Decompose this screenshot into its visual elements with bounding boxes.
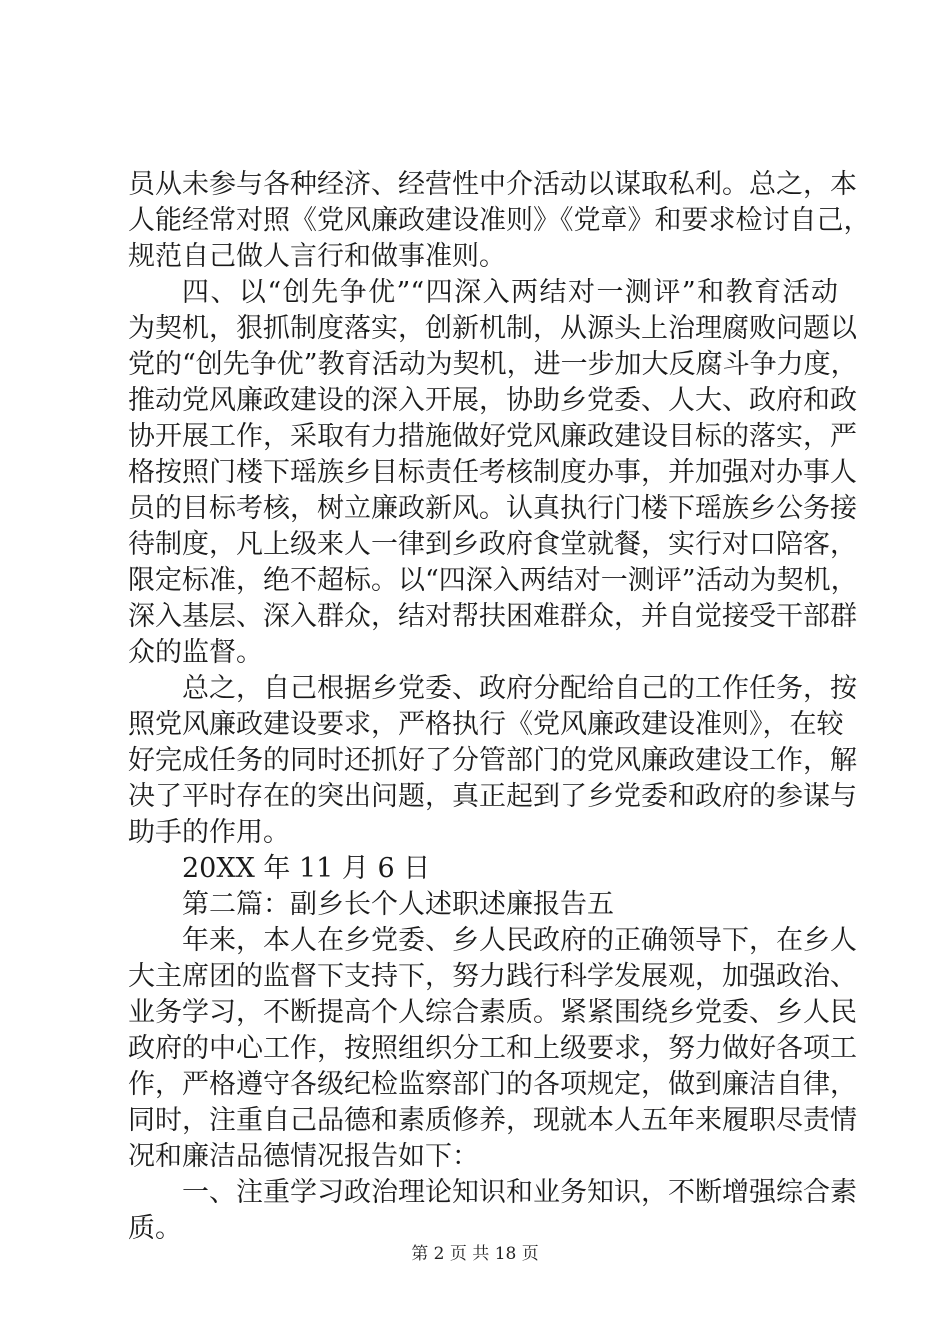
text-line: 员从未参与各种经济、经营性中介活动以谋取私利。总之，本: [128, 169, 857, 200]
paragraph-first-line: 四、以“创先争优”“四深入两结对一测评”和教育活动: [182, 277, 838, 308]
text-line: 限定标准，绝不超标。以“四深入两结对一测评”活动为契机，: [128, 565, 858, 596]
section-heading: 第二篇：副乡长个人述职述廉报告五: [182, 889, 614, 920]
text-line: 规范自己做人言行和做事准则。: [128, 241, 506, 272]
text-line: 业务学习，不断提高个人综合素质。紧紧围绕乡党委、乡人民: [128, 997, 857, 1028]
paragraph-first-line: 年来，本人在乡党委、乡人民政府的正确领导下，在乡人: [182, 925, 857, 956]
text-line: 人能经常对照《党风廉政建设准则》《党章》和要求检讨自己，: [128, 205, 871, 236]
paragraph-first-line: 一、注重学习政治理论知识和业务知识，不断增强综合素: [182, 1177, 857, 1208]
text-line: 大主席团的监督下支持下，努力践行科学发展观，加强政治、: [128, 961, 857, 992]
text-line: 党的“创先争优”教育活动为契机，进一步加大反腐斗争力度，: [128, 349, 858, 380]
text-line: 待制度，凡上级来人一律到乡政府食堂就餐，实行对口陪客，: [128, 529, 857, 560]
text-line: 推动党风廉政建设的深入开展，协助乡党委、人大、政府和政: [128, 385, 857, 416]
text-line: 助手的作用。: [128, 817, 290, 848]
text-line: 同时，注重自己品德和素质修养，现就本人五年来履职尽责情: [128, 1105, 857, 1136]
text-line: 作，严格遵守各级纪检监察部门的各项规定，做到廉洁自律，: [128, 1069, 857, 1100]
text-line: 协开展工作，采取有力措施做好党风廉政建设目标的落实，严: [128, 421, 857, 452]
text-line: 员的目标考核，树立廉政新风。认真执行门楼下瑶族乡公务接: [128, 493, 857, 524]
text-line: 众的监督。: [128, 637, 263, 668]
date-line: 20XX 年 11 月 6 日: [182, 853, 431, 884]
text-line: 决了平时存在的突出问题，真正起到了乡党委和政府的参谋与: [128, 781, 857, 812]
text-line: 照党风廉政建设要求，严格执行《党风廉政建设准则》，在较: [128, 709, 844, 740]
text-line: 况和廉洁品德情况报告如下：: [128, 1141, 479, 1172]
paragraph-first-line: 总之，自己根据乡党委、政府分配给自己的工作任务，按: [182, 673, 857, 704]
text-line: 格按照门楼下瑶族乡目标责任考核制度办事，并加强对办事人: [128, 457, 857, 488]
text-line: 政府的中心工作，按照组织分工和上级要求，努力做好各项工: [128, 1033, 857, 1064]
text-line: 质。: [128, 1213, 182, 1244]
text-line: 深入基层、深入群众，结对帮扶困难群众，并自觉接受干部群: [128, 601, 857, 632]
text-line: 为契机，狠抓制度落实，创新机制，从源头上治理腐败问题以: [128, 313, 857, 344]
text-line: 好完成任务的同时还抓好了分管部门的党风廉政建设工作，解: [128, 745, 857, 776]
page-footer: 第 2 页 共 18 页: [411, 1244, 539, 1264]
